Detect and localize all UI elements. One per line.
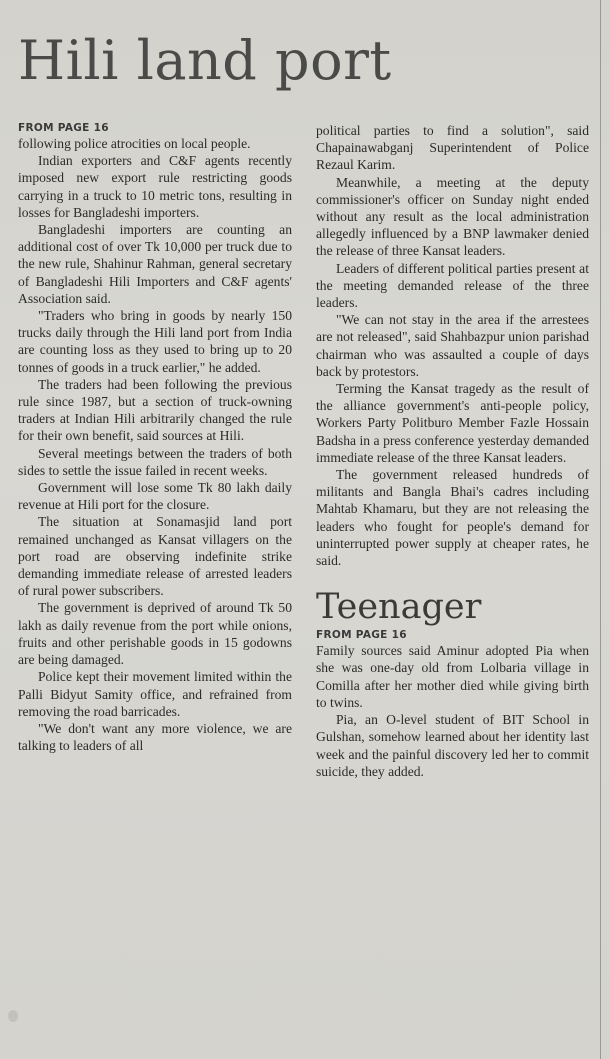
paragraph: The government released hundreds of militants and Bangla Bhai's cadres including Mahtab Khamaru, but they are not releasing the leaders who fought for people's demand for uninterrupted power supply at cheaper rates, he said.: [316, 467, 589, 569]
paragraph: "We can not stay in the area if the arrestees are not released", said Shahbazpur union parishad chairman who was assaulted a couple of days back by protestors.: [316, 312, 589, 379]
left-column: [18, 122, 292, 754]
paragraph: Meanwhile, a meeting at the deputy commissioner's officer on Sunday night ended without any result as the local administration allegedly influenced by a BNP lawmaker denied the release of three Kansat leaders.: [316, 174, 589, 259]
column-rule: [600, 0, 601, 1059]
paragraph: "We don't want any more violence, we are talking to leaders of all: [18, 720, 292, 754]
paragraph: Police kept their movement limited within the Palli Bidyut Samity office, and refrained from removing the road barricades.: [18, 669, 292, 719]
paragraph: The situation at Sonamasjid land port remained unchanged as Kansat villagers on the port road are observing indefinite strike demanding immediate release of arrested leaders of rural power subscribers.: [18, 514, 292, 599]
right-column: [316, 122, 589, 780]
paragraph: political parties to find a solution", said Chapainawabganj Superintendent of Police Rezaul Karim.: [316, 123, 589, 173]
paragraph: following police atrocities on local people.: [18, 136, 251, 151]
paragraph: Leaders of different political parties present at the meeting demanded release of the three leaders.: [316, 260, 589, 311]
paragraph: Bangladeshi importers are counting an additional cost of over Tk 10,000 per truck due to the new rule, Shahinur Rahman, general secretary of Bangladeshi Hili Importers and C&F agents' Association said.: [18, 222, 292, 306]
paragraph: Pia, an O-level student of BIT School in Gulshan, somehow learned about her identity last week and the painful discovery led her to commit suicide, they added.: [316, 712, 589, 779]
headline: Hili land port: [18, 29, 392, 92]
second-dateline: FROM PAGE 16: [316, 629, 407, 642]
paper-smudge: [8, 1010, 18, 1022]
paragraph: Terming the Kansat tragedy as the result of the alliance government's anti-people policy, Workers Party Politburo Member Fazle Hossain Badsha in a press conference yesterday demanded immediate release of the three Kansat leaders.: [316, 381, 589, 465]
paragraph: Government will lose some Tk 80 lakh daily revenue at Hili port for the closure.: [18, 480, 292, 513]
paragraph: Several meetings between the traders of both sides to settle the issue failed in recent weeks.: [18, 445, 292, 478]
paragraph: "Traders who bring in goods by nearly 150 trucks daily through the Hili land port from India are counting loss as they used to bring up to 20 tonnes of goods in a truck earlier," he added.: [18, 308, 292, 375]
paragraph: The government is deprived of around Tk 50 lakh as daily revenue from the port while onions, fruits and other perishable goods in 15 godowns are being damaged.: [18, 600, 292, 668]
paragraph: Family sources said Aminur adopted Pia when she was one-day old from Lolbaria village in Comilla after her mother died while giving birth to twins.: [316, 643, 589, 710]
dateline: FROM PAGE 16: [18, 122, 109, 134]
paragraph: Indian exporters and C&F agents recently imposed new export rule restricting goods carrying in a truck to 10 metric tons, resulting in losses for Bangladeshi importers.: [18, 153, 292, 220]
paragraph: The traders had been following the previous rule since 1987, but a section of truck-owning traders at Indian Hili arbitrarily changed the rule for their own benefit, said sources at Hili.: [18, 376, 292, 444]
second-headline: Teenager: [316, 587, 482, 628]
